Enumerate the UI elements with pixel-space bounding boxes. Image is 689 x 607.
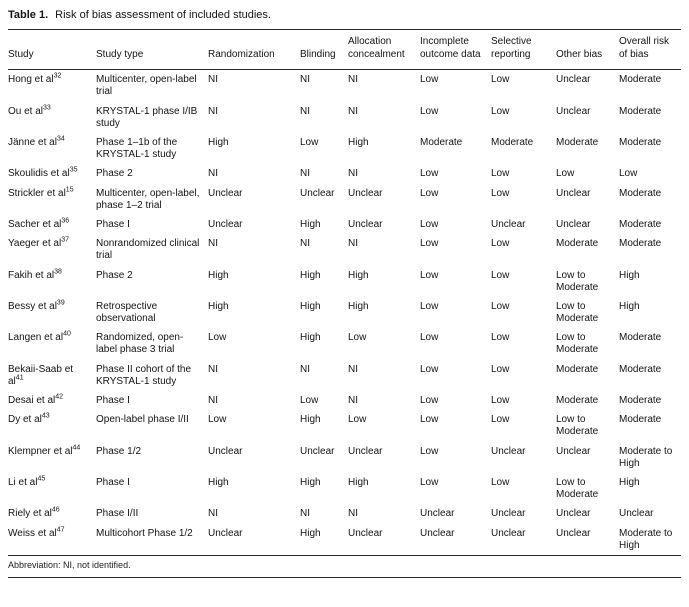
cell-study — [8, 391, 96, 410]
cell-overall-risk-of-bias: Low — [619, 168, 638, 180]
cell-incomplete-outcome-data: Unclear — [420, 508, 455, 520]
cell-incomplete-outcome-data: Low — [420, 105, 439, 117]
cell-study — [8, 102, 96, 133]
cell-study-type: Nonrandomized clinical trial — [96, 238, 200, 262]
cell-selective-reporting: Low — [491, 269, 510, 281]
risk-of-bias-table — [8, 29, 681, 556]
cell-blinding: High — [300, 300, 321, 312]
cell-study — [8, 164, 96, 183]
column-header-blinding: Blinding — [300, 30, 348, 70]
cell-other-bias: Low to Moderate — [556, 332, 599, 356]
cell-randomization: NI — [208, 395, 218, 407]
cell-allocation-concealment: NI — [348, 168, 358, 180]
cell-incomplete-outcome-data: Low — [420, 168, 439, 180]
cell-blinding: NI — [300, 238, 310, 250]
cell-allocation-concealment: NI — [348, 74, 358, 86]
column-header-overall-risk-of-bias: Overall risk of bias — [619, 30, 681, 70]
reference-superscript: 41 — [15, 374, 24, 382]
cell-other-bias: Moderate — [556, 238, 599, 250]
cell-blinding: High — [300, 527, 321, 539]
cell-study — [8, 184, 96, 215]
cell-selective-reporting: Low — [491, 476, 510, 488]
reference-superscript: 43 — [41, 412, 50, 420]
cell-allocation-concealment: High — [348, 300, 369, 312]
cell-study-type: KRYSTAL-1 phase I/IB study — [96, 105, 198, 129]
table-row — [8, 215, 681, 234]
cell-allocation-concealment: Low — [348, 414, 367, 426]
cell-blinding: NI — [300, 74, 310, 86]
cell-other-bias: Low to Moderate — [556, 300, 599, 325]
reference-superscript: 15 — [65, 186, 74, 194]
cell-randomization: Unclear — [208, 187, 243, 199]
cell-study — [8, 504, 96, 523]
cell-overall-risk-of-bias: High — [619, 476, 640, 488]
cell-randomization: Unclear — [208, 527, 243, 539]
study-name: Sacher et al — [8, 218, 62, 230]
cell-blinding: NI — [300, 508, 310, 520]
cell-study — [8, 328, 96, 359]
study-name: Li et al — [8, 476, 38, 488]
study-name: Bekaii-Saab et al — [8, 363, 74, 387]
study-name: Weiss et al — [8, 527, 57, 539]
cell-selective-reporting: Low — [491, 300, 510, 312]
cell-incomplete-outcome-data: Low — [420, 74, 439, 86]
cell-incomplete-outcome-data: Moderate — [420, 137, 463, 149]
cell-study — [8, 410, 96, 441]
cell-other-bias: Low to Moderate — [556, 269, 599, 293]
study-name: Bessy et al — [8, 300, 57, 312]
cell-study-type: Phase I — [96, 395, 130, 407]
cell-overall-risk-of-bias: Moderate to High — [619, 445, 673, 469]
cell-study-type: Phase 2 — [96, 269, 133, 281]
cell-blinding: Unclear — [300, 187, 335, 199]
reference-superscript: 36 — [61, 217, 70, 225]
cell-incomplete-outcome-data: Unclear — [420, 527, 455, 539]
cell-study-type: Phase II cohort of the KRYSTAL-1 study — [96, 363, 192, 387]
table-caption-label: Table 1. — [8, 9, 49, 21]
table-row — [8, 133, 681, 164]
cell-overall-risk-of-bias: Moderate — [619, 187, 662, 199]
reference-superscript: 38 — [54, 268, 62, 276]
cell-blinding: NI — [300, 168, 310, 180]
study-name: Fakih et al — [8, 269, 55, 281]
study-name: Langen et al — [8, 332, 64, 344]
cell-other-bias: Moderate — [556, 137, 599, 149]
reference-superscript: 44 — [72, 444, 81, 452]
table-row — [8, 266, 681, 297]
cell-study-type: Phase 1/2 — [96, 445, 142, 457]
cell-allocation-concealment: Unclear — [348, 187, 383, 199]
table-caption-text: Risk of bias assessment of included studies. — [55, 9, 271, 21]
cell-randomization: High — [208, 300, 229, 312]
cell-other-bias: Unclear — [556, 105, 591, 117]
cell-blinding: High — [300, 414, 321, 426]
cell-randomization: NI — [208, 508, 218, 520]
cell-incomplete-outcome-data: Low — [420, 363, 439, 375]
reference-superscript: 35 — [69, 167, 78, 175]
study-name: Ou et al — [8, 105, 44, 117]
cell-overall-risk-of-bias: High — [619, 300, 640, 312]
table-caption — [8, 5, 681, 29]
cell-selective-reporting: Low — [491, 238, 510, 250]
table-row — [8, 524, 681, 556]
cell-selective-reporting: Low — [491, 414, 510, 426]
cell-study — [8, 442, 96, 473]
cell-incomplete-outcome-data: Low — [420, 395, 439, 407]
table-row — [8, 102, 681, 133]
cell-overall-risk-of-bias: Moderate to High — [619, 527, 673, 551]
cell-overall-risk-of-bias: Moderate — [619, 332, 662, 344]
study-name: Yaeger et al — [8, 238, 62, 250]
cell-selective-reporting: Low — [491, 187, 510, 199]
cell-selective-reporting: Moderate — [491, 137, 534, 149]
table-header-row — [8, 30, 681, 70]
cell-blinding: High — [300, 218, 321, 230]
cell-other-bias: Moderate — [556, 395, 599, 407]
cell-allocation-concealment: High — [348, 269, 369, 281]
cell-selective-reporting: Low — [491, 74, 510, 86]
cell-randomization: NI — [208, 74, 218, 86]
table-row — [8, 164, 681, 183]
cell-blinding: High — [300, 332, 321, 344]
cell-randomization: Low — [208, 332, 227, 344]
cell-selective-reporting: Low — [491, 332, 510, 344]
cell-incomplete-outcome-data: Low — [420, 187, 439, 199]
cell-incomplete-outcome-data: Low — [420, 218, 439, 230]
cell-incomplete-outcome-data: Low — [420, 269, 439, 281]
cell-study-type: Randomized, open-label phase 3 trial — [96, 332, 184, 356]
cell-allocation-concealment: NI — [348, 238, 358, 250]
cell-study — [8, 133, 96, 164]
cell-study-type: Multicenter, open-label trial — [96, 74, 197, 98]
study-name: Skoulidis et al — [8, 168, 70, 180]
cell-allocation-concealment: Unclear — [348, 445, 383, 457]
cell-study — [8, 524, 96, 556]
cell-study — [8, 266, 96, 297]
column-header-other-bias: Other bias — [556, 30, 619, 70]
cell-study — [8, 234, 96, 265]
table-row — [8, 297, 681, 328]
reference-superscript: 47 — [56, 526, 65, 534]
cell-randomization: NI — [208, 105, 218, 117]
cell-selective-reporting: Low — [491, 363, 510, 375]
table-header — [8, 30, 681, 70]
cell-other-bias: Low to Moderate — [556, 476, 599, 501]
cell-other-bias: Unclear — [556, 508, 591, 520]
cell-allocation-concealment: NI — [348, 363, 358, 375]
cell-other-bias: Unclear — [556, 445, 591, 457]
cell-study-type: Retrospective observational — [96, 300, 158, 325]
study-name: Hong et al — [8, 74, 54, 86]
table-row — [8, 234, 681, 265]
study-name: Strickler et al — [8, 187, 66, 199]
reference-superscript: 32 — [53, 72, 62, 80]
cell-overall-risk-of-bias: Moderate — [619, 395, 662, 407]
cell-randomization: Low — [208, 414, 227, 426]
cell-blinding: NI — [300, 363, 310, 375]
cell-allocation-concealment: Unclear — [348, 527, 383, 539]
cell-study-type: Phase 2 — [96, 168, 133, 180]
cell-allocation-concealment: Low — [348, 332, 367, 344]
cell-allocation-concealment: NI — [348, 105, 358, 117]
study-name: Dy et al — [8, 414, 42, 426]
table-row — [8, 391, 681, 410]
cell-study-type: Multicohort Phase 1/2 — [96, 527, 193, 539]
table-row — [8, 473, 681, 504]
cell-overall-risk-of-bias: Moderate — [619, 105, 662, 117]
table-row — [8, 410, 681, 441]
table-row — [8, 504, 681, 523]
cell-study-type: Phase 1–1b of the KRYSTAL-1 study — [96, 137, 178, 161]
cell-other-bias: Unclear — [556, 74, 591, 86]
cell-selective-reporting: Low — [491, 395, 510, 407]
study-name: Riely et al — [8, 508, 52, 520]
cell-study — [8, 215, 96, 234]
cell-blinding: Unclear — [300, 445, 335, 457]
column-header-study-type: Study type — [96, 30, 208, 70]
cell-randomization: Unclear — [208, 445, 243, 457]
table-row — [8, 442, 681, 473]
cell-allocation-concealment: High — [348, 137, 369, 149]
cell-other-bias: Low to Moderate — [556, 414, 599, 438]
cell-other-bias: Moderate — [556, 363, 599, 375]
cell-blinding: NI — [300, 105, 310, 117]
cell-randomization: NI — [208, 238, 218, 250]
cell-overall-risk-of-bias: Moderate — [619, 137, 662, 149]
cell-selective-reporting: Unclear — [491, 527, 526, 539]
cell-overall-risk-of-bias: Moderate — [619, 74, 662, 86]
cell-allocation-concealment: NI — [348, 508, 358, 520]
cell-allocation-concealment: High — [348, 476, 369, 488]
cell-blinding: Low — [300, 395, 319, 407]
cell-randomization: High — [208, 476, 229, 488]
column-header-selective-reporting: Selective reporting — [491, 30, 556, 70]
cell-other-bias: Unclear — [556, 527, 591, 539]
cell-study — [8, 70, 96, 102]
cell-incomplete-outcome-data: Low — [420, 445, 439, 457]
cell-study-type: Phase I — [96, 218, 130, 230]
cell-study-type: Open-label phase I/II — [96, 414, 189, 426]
study-name: Desai et al — [8, 395, 56, 407]
cell-incomplete-outcome-data: Low — [420, 476, 439, 488]
cell-allocation-concealment: NI — [348, 395, 358, 407]
cell-allocation-concealment: Unclear — [348, 218, 383, 230]
cell-randomization: High — [208, 269, 229, 281]
cell-overall-risk-of-bias: Moderate — [619, 238, 662, 250]
column-header-incomplete-outcome-data: Incomplete outcome data — [420, 30, 491, 70]
reference-superscript: 39 — [56, 299, 65, 307]
cell-study-type: Phase I/II — [96, 508, 139, 520]
table-row — [8, 360, 681, 391]
cell-blinding: Low — [300, 137, 319, 149]
cell-study-type: Phase I — [96, 476, 130, 488]
cell-selective-reporting: Low — [491, 168, 510, 180]
cell-selective-reporting: Unclear — [491, 218, 526, 230]
cell-blinding: High — [300, 476, 321, 488]
cell-study — [8, 473, 96, 504]
reference-superscript: 37 — [61, 236, 69, 244]
cell-overall-risk-of-bias: Moderate — [619, 363, 662, 375]
column-header-allocation-concealment: Allocation concealment — [348, 30, 420, 70]
cell-incomplete-outcome-data: Low — [420, 332, 439, 344]
cell-overall-risk-of-bias: Moderate — [619, 218, 662, 230]
table-body — [8, 70, 681, 556]
column-header-study: Study — [8, 30, 96, 70]
table-row — [8, 328, 681, 359]
reference-superscript: 46 — [51, 507, 60, 515]
table-row — [8, 70, 681, 102]
cell-randomization: NI — [208, 363, 218, 375]
cell-overall-risk-of-bias: High — [619, 269, 640, 281]
abbreviation-footnote: Abbreviation: NI, not identified. — [8, 556, 681, 578]
cell-overall-risk-of-bias: Moderate — [619, 414, 662, 426]
reference-superscript: 45 — [37, 475, 46, 483]
reference-superscript: 34 — [56, 135, 65, 143]
reference-superscript: 42 — [55, 393, 64, 401]
column-header-randomization: Randomization — [208, 30, 300, 70]
cell-incomplete-outcome-data: Low — [420, 300, 439, 312]
cell-randomization: NI — [208, 168, 218, 180]
cell-blinding: High — [300, 269, 321, 281]
cell-study — [8, 297, 96, 328]
cell-incomplete-outcome-data: Low — [420, 414, 439, 426]
cell-overall-risk-of-bias: Unclear — [619, 508, 654, 520]
cell-selective-reporting: Unclear — [491, 445, 526, 457]
cell-other-bias: Unclear — [556, 218, 591, 230]
reference-superscript: 33 — [43, 104, 51, 112]
cell-study — [8, 360, 96, 391]
study-name: Jänne et al — [8, 137, 57, 149]
cell-randomization: Unclear — [208, 218, 243, 230]
cell-other-bias: Low — [556, 168, 575, 180]
cell-selective-reporting: Unclear — [491, 508, 526, 520]
table-row — [8, 184, 681, 215]
cell-selective-reporting: Low — [491, 105, 510, 117]
study-name: Klempner et al — [8, 445, 73, 457]
cell-other-bias: Unclear — [556, 187, 591, 199]
cell-study-type: Multicenter, open-label, phase 1–2 trial — [96, 187, 200, 211]
cell-incomplete-outcome-data: Low — [420, 238, 439, 250]
reference-superscript: 40 — [63, 330, 71, 338]
cell-randomization: High — [208, 137, 229, 149]
